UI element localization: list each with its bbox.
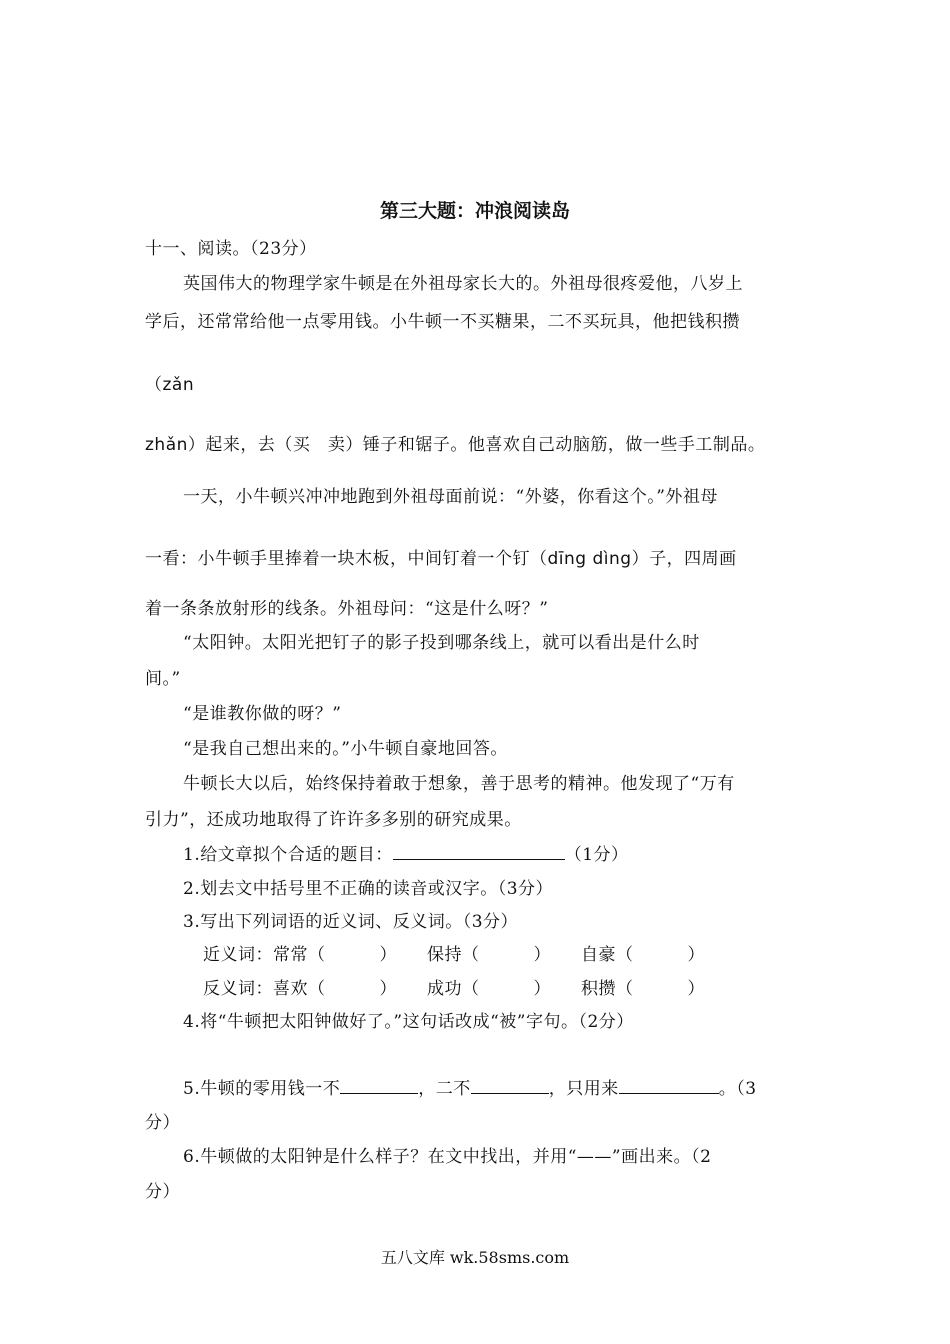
word-item: 积攒 xyxy=(581,979,616,999)
synonym-row xyxy=(203,940,705,965)
question-text: 5.牛顿的零用钱一不 xyxy=(183,1079,341,1099)
question-text: 。（3 xyxy=(718,1079,757,1099)
passage-line: “是我自己想出来的。”小牛顿自豪地回答。 xyxy=(183,739,508,759)
passage-text: 起来，去（买 卖）锤子和锯子。他喜欢自己动脑筋，做一些手工制品。 xyxy=(205,435,766,455)
answer-blank[interactable] xyxy=(619,1077,719,1094)
answer-paren[interactable]: （ ） xyxy=(616,979,705,999)
synonym-label: 近义词： xyxy=(203,945,273,965)
word-item: 成功 xyxy=(427,979,462,999)
passage-line: 学后，还常常给他一点零用钱。小牛顿一不买糖果，二不买玩具，他把钱积攒 xyxy=(145,312,740,332)
answer-paren[interactable]: （ ） xyxy=(462,979,551,999)
question-3: 3.写出下列词语的近义词、反义词。（3分） xyxy=(183,912,519,932)
passage-text: 一看：小牛顿手里捧着一块木板，中间钉着一个钉 xyxy=(145,549,530,569)
question-text: 1.给文章拟个合适的题目： xyxy=(183,845,393,865)
answer-blank[interactable] xyxy=(393,843,565,860)
answer-paren[interactable]: （ ） xyxy=(616,945,705,965)
passage-line: 一天，小牛顿兴冲冲地跑到外祖母面前说：“外婆，你看这个。”外祖母 xyxy=(183,487,718,507)
passage-line: “太阳钟。太阳光把钉子的影子投到哪条线上，就可以看出是什么时 xyxy=(183,633,700,653)
pinyin-annotation: （dīng dìng） xyxy=(530,549,650,569)
question-text: ，二不 xyxy=(418,1079,471,1099)
passage-text: 子，四周画 xyxy=(649,549,737,569)
passage-line: 着一条条放射形的线条。外祖母问：“这是什么呀？” xyxy=(145,599,549,619)
question-2: 2.划去文中括号里不正确的读音或汉字。（3分） xyxy=(183,879,554,899)
passage-line xyxy=(145,430,765,455)
answer-paren[interactable]: （ ） xyxy=(462,945,551,965)
antonym-row xyxy=(203,974,705,999)
question-1 xyxy=(183,840,629,865)
question-6: 6.牛顿做的太阳钟是什么样子？在文中找出，并用“——”画出来。（2 xyxy=(183,1147,712,1167)
question-header: 十一、阅读。（23分） xyxy=(145,239,317,259)
question-score: （1分） xyxy=(564,845,629,865)
passage-line: 间。” xyxy=(145,669,181,689)
pinyin-annotation: zhǎn） xyxy=(145,435,206,455)
question-6-cont: 分） xyxy=(145,1182,180,1202)
question-5 xyxy=(183,1074,757,1099)
question-5-cont: 分） xyxy=(145,1113,180,1133)
pinyin-annotation: （zǎn xyxy=(145,375,195,395)
answer-paren[interactable]: （ ） xyxy=(308,979,397,999)
passage-line: 英国伟大的物理学家牛顿是在外祖母家长大的。外祖母很疼爱他，八岁上 xyxy=(183,274,743,294)
word-item: 自豪 xyxy=(581,945,616,965)
question-4: 4.将“牛顿把太阳钟做好了。”这句话改成“被”字句。（2分） xyxy=(183,1012,634,1032)
answer-paren[interactable]: （ ） xyxy=(308,945,397,965)
passage-line: “是谁教你做的呀？” xyxy=(183,704,342,724)
passage-line: 牛顿长大以后，始终保持着敢于想象，善于思考的精神。他发现了“万有 xyxy=(183,774,735,794)
question-text: ，只用来 xyxy=(548,1079,619,1099)
footer-watermark: 五八文库 wk.58sms.com xyxy=(380,1248,570,1267)
word-item: 保持 xyxy=(427,945,462,965)
passage-line xyxy=(145,544,737,569)
word-item: 常常 xyxy=(273,945,308,965)
antonym-label: 反义词： xyxy=(203,979,273,999)
answer-blank[interactable] xyxy=(340,1077,418,1094)
passage-line: 引力”，还成功地取得了许许多多别的研究成果。 xyxy=(145,810,522,830)
section-title: 第三大题：冲浪阅读岛 xyxy=(379,200,570,222)
answer-blank[interactable] xyxy=(471,1077,549,1094)
word-item: 喜欢 xyxy=(273,979,308,999)
